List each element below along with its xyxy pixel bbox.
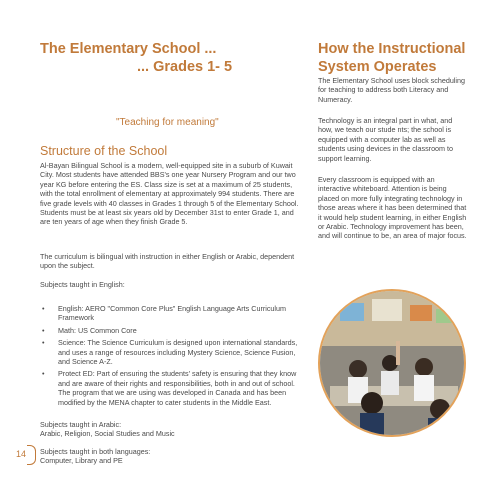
structure-paragraph: Al-Bayan Bilingual School is a modern, well-equipped site in a suburb of Kuwait City. Most students have attended BBS's one year Nursery Program and our two year KG before entering the ES. Class size is set at a maximum of 25 students, with the total enrollment of elementary at approximately 994 students. There are five grade levels with 40 classes in Grades 1 through 5 of the Elementary School. Students must be at least six years old by December 31st to enter Grade 1, and are ten years of age when they finish Grade 5. [40,161,299,227]
both-subjects-list: Computer, Library and PE [40,456,123,466]
structure-heading: Structure of the School [40,144,168,158]
title-line-1: How the Instructional [318,41,466,57]
title-line-2: ... Grades 1- 5 [137,59,233,75]
technology-paragraph: Technology is an integral part in what, and how, we teach our stude nts; the school is equipped with a computer lab as well as students using devices in the classroom to support learning. [318,116,454,163]
page-number-bracket [27,445,36,465]
classroom-photo [318,289,466,437]
arabic-subjects-list: Arabic, Religion, Social Studies and Music [40,429,175,439]
english-subjects-list [40,304,302,410]
bilingual-paragraph: The curriculum is bilingual with instruction in either English or Arabic, dependent upon the subject. [40,252,295,271]
english-subjects-heading: Subjects taught in English: [40,280,125,289]
list-item: • Science: The Science Curriculum is designed upon international standards, and uses a range of resources including Mystery Science, Science Fusion, and Science A-Z. [40,338,302,366]
arabic-subjects [40,420,302,439]
title-line-2: System Operates [318,59,437,75]
list-item: • Math: US Common Core [40,326,302,335]
list-item: • English: AERO "Common Core Plus" English Language Arts Curriculum Framework [40,304,302,323]
instructional-title [318,40,466,76]
elementary-title [40,40,290,76]
teaching-quote: "Teaching for meaning" [116,117,219,128]
both-subjects-heading: Subjects taught in both languages: [40,447,151,456]
whiteboard-paragraph: Every classroom is equipped with an interactive whiteboard. Attention is being placed on more fully integrating technology in those areas where it has been determined that it would help student learning, in either English or Arabic. Technology improvement has been, and will continue to be, an area of major focus. [318,175,467,241]
block-scheduling-paragraph: The Elementary School uses block scheduling for teaching to address both Literacy and Numeracy. [318,76,466,104]
title-line-1: The Elementary School ... [40,41,217,57]
both-languages-subjects [40,447,302,466]
page-number: 14 [16,449,27,459]
list-item: • Protect ED: Part of ensuring the students' safety is ensuring that they know and are aware of their rights and responsibilities, both in and out of school. The program that we are using was developed in Canada and has been modified by the MENA chapter to cater students in the Middle East. [40,369,302,407]
classroom-photo-illustration [320,291,466,437]
arabic-subjects-heading: Subjects taught in Arabic: [40,420,122,429]
